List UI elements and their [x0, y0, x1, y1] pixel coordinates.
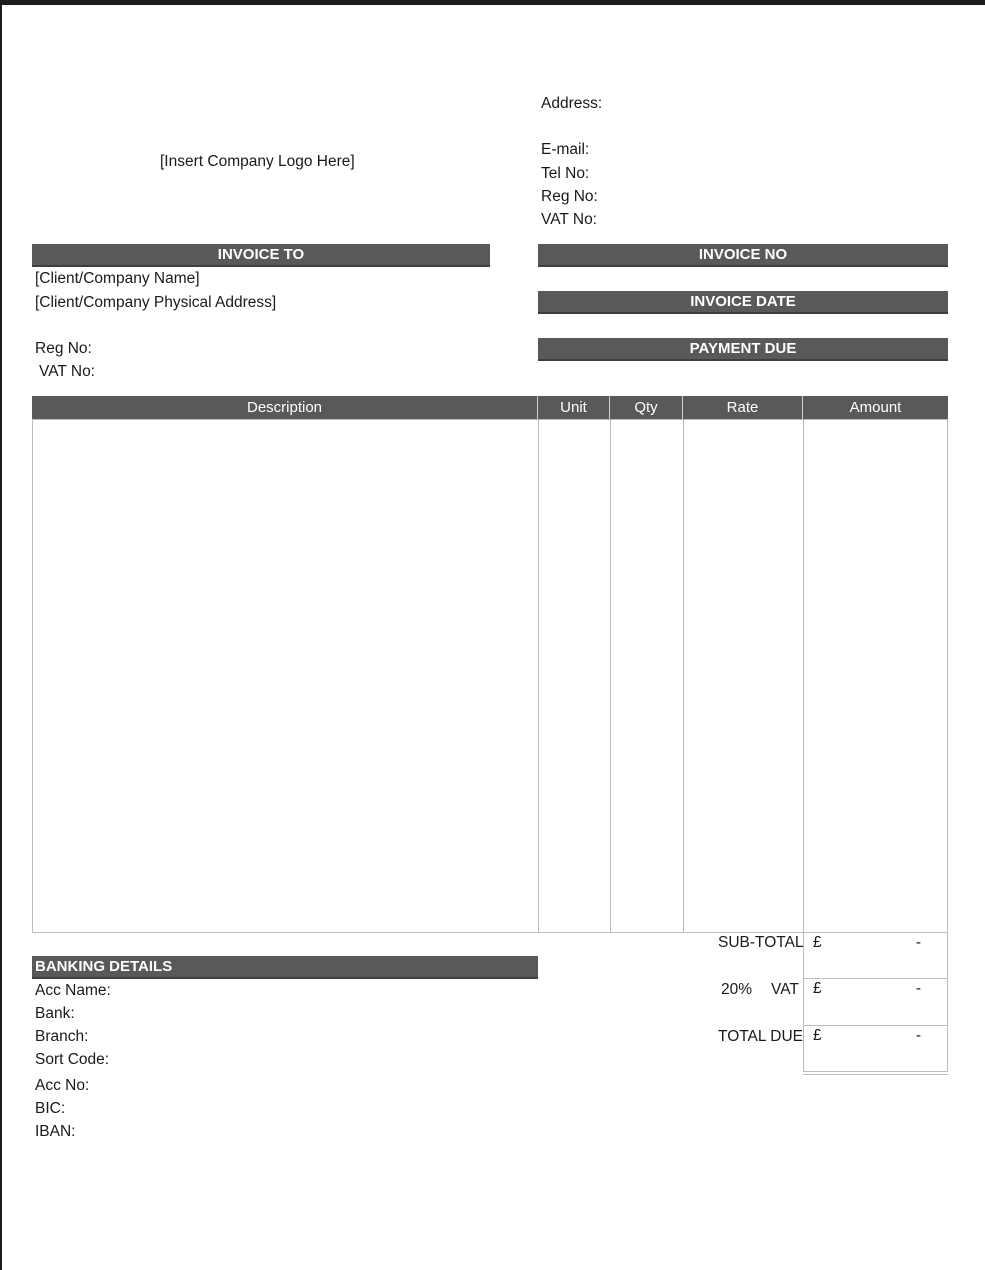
invoice-no-header: INVOICE NO [538, 244, 948, 267]
vat-cell [803, 979, 948, 1026]
total-due-label: TOTAL DUE [718, 1028, 803, 1045]
page-left-border [0, 0, 2, 1270]
subtotal-value: - [915, 934, 921, 951]
column-rate: Rate [683, 396, 803, 419]
client-address: [Client/Company Physical Address] [35, 294, 277, 311]
vat-rate: 20% [721, 981, 753, 998]
column-divider [683, 420, 684, 932]
banking-details-header: BANKING DETAILS [32, 956, 538, 979]
total-double-underline [803, 1074, 948, 1075]
vat-label: VAT [771, 981, 799, 998]
client-reg-label: Reg No: [35, 340, 92, 357]
bank-acc-name-label: Acc Name: [35, 982, 111, 999]
subtotal-currency: £ [813, 934, 822, 951]
page-top-border [0, 0, 985, 5]
vat-value: - [915, 980, 921, 997]
column-divider [803, 420, 804, 932]
bank-bic-label: BIC: [35, 1100, 66, 1117]
subtotal-label: SUB-TOTAL [718, 934, 804, 951]
bank-branch-label: Branch: [35, 1028, 89, 1045]
column-amount: Amount [849, 399, 902, 416]
total-due-cell [803, 1026, 948, 1072]
invoice-date-header: INVOICE DATE [538, 291, 948, 314]
payment-due-header: PAYMENT DUE [538, 338, 948, 361]
column-divider [610, 420, 611, 932]
client-name: [Client/Company Name] [35, 270, 200, 287]
column-divider [538, 420, 539, 932]
vat-currency: £ [813, 980, 822, 997]
bank-name-label: Bank: [35, 1005, 75, 1022]
bank-iban-label: IBAN: [35, 1123, 76, 1140]
column-unit: Unit [538, 396, 610, 419]
client-vat-label: VAT No: [39, 363, 95, 380]
company-tel-label: Tel No: [541, 165, 590, 182]
company-reg-label: Reg No: [541, 188, 598, 205]
total-due-value: - [915, 1027, 921, 1044]
invoice-to-header: INVOICE TO [32, 244, 490, 267]
subtotal-cell [803, 933, 948, 979]
line-items-header [32, 396, 948, 419]
company-logo-placeholder: [Insert Company Logo Here] [160, 153, 355, 170]
column-qty: Qty [610, 396, 683, 419]
total-currency: £ [813, 1027, 822, 1044]
company-email-label: E-mail: [541, 141, 590, 158]
company-address-label: Address: [541, 95, 603, 112]
company-vat-label: VAT No: [541, 211, 597, 228]
line-items-body [32, 419, 948, 933]
bank-acc-no-label: Acc No: [35, 1077, 90, 1094]
bank-sort-code-label: Sort Code: [35, 1051, 110, 1068]
column-description: Description [32, 396, 538, 419]
